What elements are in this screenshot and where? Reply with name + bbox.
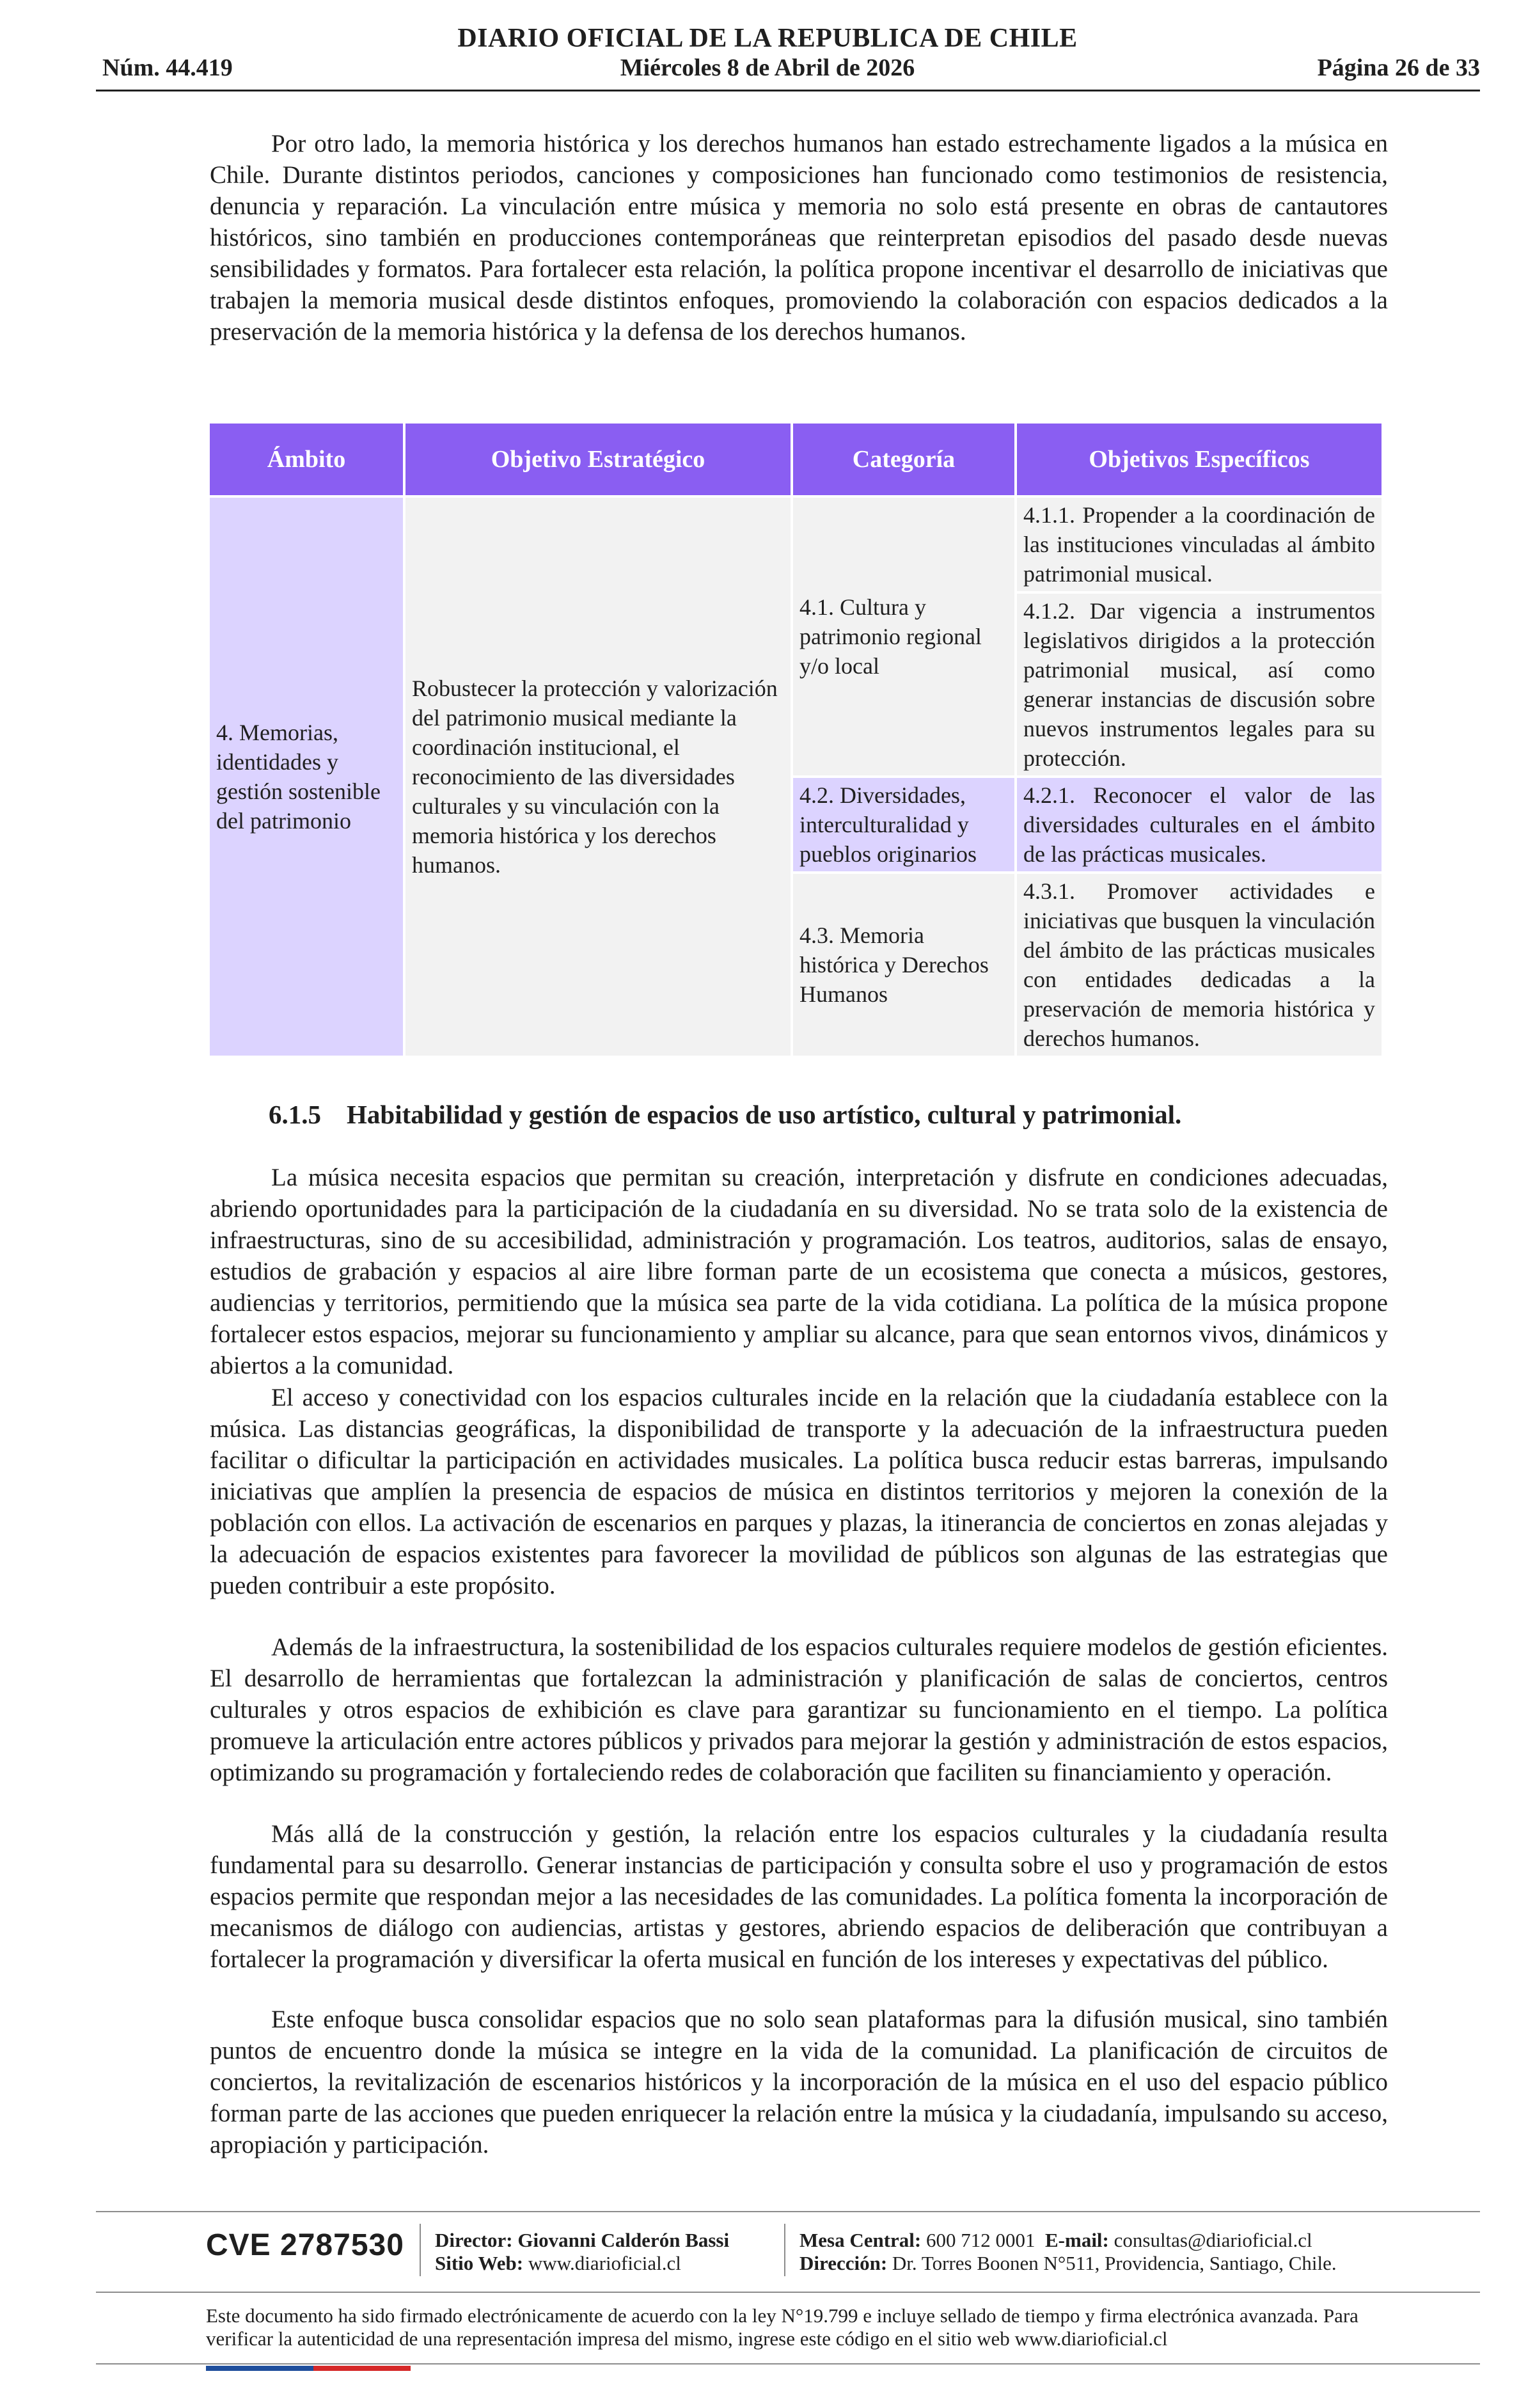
page-number: Página 26 de 33	[1317, 54, 1480, 81]
cell-objetivo-4-1-1: 4.1.1. Propender a la coordinación de las instituciones vinculadas al ámbito patrimonial musical.	[1017, 498, 1382, 591]
footer-separator	[784, 2224, 785, 2276]
table-header-row	[210, 424, 1382, 495]
director-name: Giovanni Calderón Bassi	[517, 2229, 730, 2251]
legal-notice: Este documento ha sido firmado electrónicamente de acuerdo con la ley N°19.799 e incluye sellado de tiempo y firma electrónica avanzada. Para verificar la autenticidad de una representación impresa del mismo, ingrese este código en el sitio web www.diarioficial.cl	[206, 2304, 1358, 2350]
footer-divider-top	[96, 2211, 1480, 2212]
address-label: Dirección:	[799, 2252, 888, 2274]
body-paragraph-3-text: Además de la infraestructura, la sostenibilidad de los espacios culturales requiere modelos de gestión eficientes. El desarrollo de herramientas que fortalezcan la administración y planificación de salas de conciertos, centros culturales y otros espacios de exhibición es clave para garantizar su funcionamiento en el tiempo. La política promueve la articulación entre actores públicos y privados para mejorar la gestión y administración de estos espacios, optimizando su programación y fortaleciendo redes de colaboración que faciliten su financiamiento y operación.	[210, 1633, 1388, 1786]
footer-divider-middle	[96, 2292, 1480, 2293]
cell-objetivo-4-3-1: 4.3.1. Promover actividades e iniciativas que busquen la vinculación del ámbito de las prácticas musicales con entidades dedicadas a la preservación de memoria histórica y derechos humanos.	[1017, 874, 1382, 1056]
header-objetivo-estrategico: Objetivo Estratégico	[405, 424, 791, 495]
body-paragraph-1	[210, 1162, 1388, 1381]
address-text: Dr. Torres Boonen N°511, Providencia, Santiago, Chile.	[892, 2252, 1337, 2274]
email-link[interactable]: consultas@diarioficial.cl	[1114, 2229, 1312, 2251]
section-number: 6.1.5	[269, 1100, 321, 1129]
cell-categoria-4-2: 4.2. Diversidades, interculturalidad y pueblos originarios	[793, 778, 1014, 871]
cell-objetivo-4-1-2: 4.1.2. Dar vigencia a instrumentos legislativos dirigidos a la protección patrimonial musical, así como generar instancias de discusión sobre nuevos instrumentos legales para su protección.	[1017, 594, 1382, 775]
objectives-table	[207, 421, 1384, 1058]
body-paragraph-5	[210, 2004, 1388, 2160]
cell-objetivo-estrategico: Robustecer la protección y valorización del patrimonio musical mediante la coordinación institucional, el reconocimiento de las diversidades culturales y su vinculación con la memoria histórica y los derechos humanos.	[405, 498, 791, 1056]
header-categoria: Categoría	[793, 424, 1014, 495]
footer-address	[799, 2252, 1337, 2275]
table-row	[210, 498, 1382, 591]
body-paragraph-3	[210, 1631, 1388, 1788]
section-title: Habitabilidad y gestión de espacios de uso artístico, cultural y patrimonial.	[347, 1100, 1182, 1129]
site-label: Sitio Web:	[435, 2252, 524, 2274]
issue-number: Núm. 44.419	[102, 54, 233, 81]
intro-paragraph	[210, 128, 1388, 347]
cell-categoria-4-1: 4.1. Cultura y patrimonio regional y/o local	[793, 498, 1014, 775]
cell-categoria-4-3: 4.3. Memoria histórica y Derechos Humanos	[793, 874, 1014, 1056]
director-label: Director:	[435, 2229, 513, 2251]
footer-divider-bottom	[96, 2363, 1480, 2364]
site-link[interactable]: www.diarioficial.cl	[528, 2252, 681, 2274]
phone-number: 600 712 0001	[926, 2229, 1035, 2251]
cell-ambito: 4. Memorias, identidades y gestión sostenible del patrimonio	[210, 498, 403, 1056]
footer-site	[435, 2252, 681, 2275]
body-paragraph-2-text: El acceso y conectividad con los espacios culturales incide en la relación que la ciudadanía establece con la música. Las distancias geográficas, la disponibilidad de transporte y la adecuación de la infraestructura pueden facilitar o dificultar la participación en actividades musicales. La política busca reducir estas barreras, impulsando iniciativas que amplíen la presencia de espacios de música en distintos territorios y mejoren la conexión de la población con ellos. La activación de escenarios en parques y plazas, la itinerancia de conciertos en zonas alejadas y la adecuación de espacios existentes para favorecer la movilidad de públicos son algunas de las estrategias que pueden contribuir a este propósito.	[210, 1384, 1388, 1599]
footer-director	[435, 2229, 729, 2252]
body-paragraph-4	[210, 1818, 1388, 1975]
cve-code: CVE 2787530	[206, 2228, 404, 2262]
cell-objetivo-4-2-1: 4.2.1. Reconocer el valor de las diversidades culturales en el ámbito de las prácticas musicales.	[1017, 778, 1382, 871]
newspaper-title: DIARIO OFICIAL DE LA REPUBLICA DE CHILE	[457, 24, 1078, 53]
flag-stripe-red	[313, 2366, 411, 2371]
body-paragraph-2	[210, 1382, 1388, 1601]
header-objetivos-especificos: Objetivos Específicos	[1017, 424, 1382, 495]
email-label: E-mail:	[1045, 2229, 1109, 2251]
issue-date: Miércoles 8 de Abril de 2026	[620, 54, 915, 81]
intro-paragraph-text: Por otro lado, la memoria histórica y los derechos humanos han estado estrechamente ligados a la música en Chile. Durante distintos periodos, canciones y composiciones han funcionado como testimonios de resistencia, denuncia y reparación. La vinculación entre música y memoria no solo está presente en obras de cantautores históricos, sino también en producciones contemporáneas que reinterpretan episodios del pasado desde nuevas sensibilidades y formatos. Para fortalecer esta relación, la política propone incentivar el desarrollo de iniciativas que trabajen la memoria musical desde distintos enfoques, promoviendo la colaboración con espacios dedicados a la preservación de la memoria histórica y la defensa de los derechos humanos.	[210, 130, 1388, 345]
phone-label: Mesa Central:	[799, 2229, 922, 2251]
flag-stripe-blue	[206, 2366, 313, 2371]
header-ambito: Ámbito	[210, 424, 403, 495]
footer-contact	[799, 2229, 1312, 2252]
body-paragraph-1-text: La música necesita espacios que permitan su creación, interpretación y disfrute en condiciones adecuadas, abriendo oportunidades para la participación de la ciudadanía en su diversidad. No se trata solo de la existencia de infraestructuras, sino de su accesibilidad, administración y programación. Los teatros, auditorios, salas de ensayo, estudios de grabación y espacios al aire libre forman parte de un ecosistema que conecta a músicos, gestores, audiencias y territorios, permitiendo que la música sea parte de la vida cotidiana. La política de la música propone fortalecer estos espacios, mejorar su funcionamiento y ampliar su alcance, para que sean entornos vivos, dinámicos y abiertos a la comunidad.	[210, 1164, 1388, 1379]
header-divider	[96, 90, 1480, 91]
body-paragraph-4-text: Más allá de la construcción y gestión, la relación entre los espacios culturales y la ciudadanía resulta fundamental para su desarrollo. Generar instancias de participación y consulta sobre el uso y programación de estos espacios permite que respondan mejor a las necesidades de las comunidades. La política fomenta la incorporación de mecanismos de diálogo con audiencias, artistas y gestores, abriendo espacios de deliberación que contribuyan a fortalecer la programación y diversificar la oferta musical en función de los intereses y expectativas del público.	[210, 1820, 1388, 1973]
section-heading	[269, 1099, 1181, 1130]
footer-separator	[420, 2224, 421, 2276]
body-paragraph-5-text: Este enfoque busca consolidar espacios que no solo sean plataformas para la difusión musical, sino también puntos de encuentro donde la música se integre en la vida de la comunidad. La planificación de circuitos de conciertos, la revitalización de escenarios históricos y la incorporación de la música en el uso del espacio público forman parte de las acciones que pueden enriquecer la relación entre la música y la ciudadanía, impulsando su acceso, apropiación y participación.	[210, 2006, 1388, 2158]
